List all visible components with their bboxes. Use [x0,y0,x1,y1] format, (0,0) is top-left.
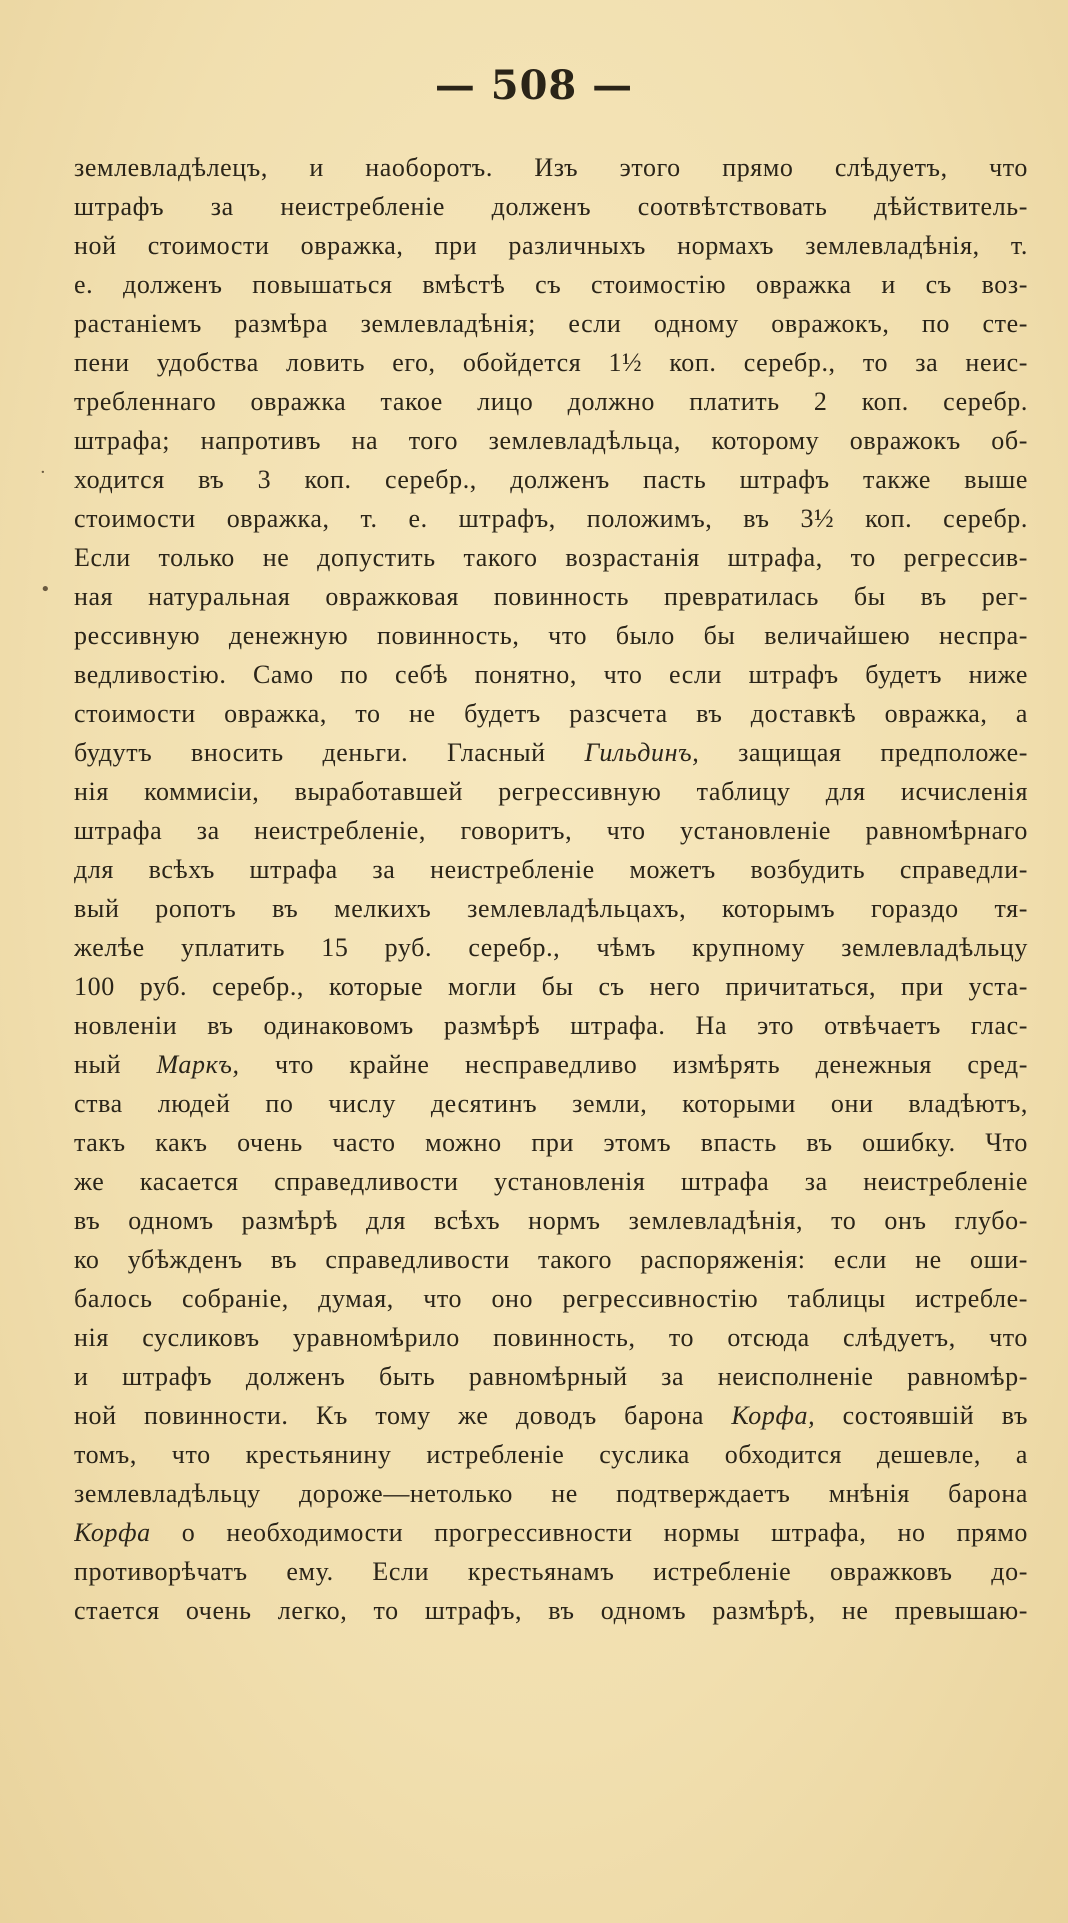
text-run: и штрафъ долженъ быть равномѣрный за неисполненіе равномѣр- [74,1362,1028,1391]
text-run: желѣе уплатить 15 руб. серебр., чѣмъ крупному землевладѣльцу [74,933,1028,962]
text-run: растаніемъ размѣра землевладѣнія; если одному овражокъ, по сте- [74,309,1028,338]
text-line [74,460,1028,499]
text-line [74,265,1028,304]
text-line [74,1201,1028,1240]
text-run: пени удобства ловить его, обойдется 1½ коп. серебр., то за неис- [74,348,1028,377]
text-run: противорѣчатъ ему. Если крестьянамъ истребленіе овражковъ до- [74,1557,1028,1586]
text-run: ства людей по числу десятинъ земли, которыми они владѣютъ, [74,1089,1028,1118]
text-line [74,850,1028,889]
person-name: Маркъ, [156,1050,240,1079]
text-run: ный [74,1050,157,1079]
text-run: ная натуральная овражковая повинность превратилась бы въ рег- [74,582,1028,611]
text-run: штрафа за неистребленіе, говоритъ, что установленіе равномѣрнаго [74,816,1028,845]
text-line [74,226,1028,265]
text-run: е. долженъ повышаться вмѣстѣ съ стоимостію овражка и съ воз- [74,270,1028,299]
text-run: о необходимости прогрессивности нормы штрафа, но прямо [150,1518,1028,1547]
text-line [74,1240,1028,1279]
text-run: ко убѣжденъ въ справедливости такого распоряженія: если не оши- [74,1245,1028,1274]
text-line [74,1318,1028,1357]
text-line [74,1162,1028,1201]
text-line [74,967,1028,1006]
text-line [74,1474,1028,1513]
text-line [74,772,1028,811]
text-line [74,187,1028,226]
text-run: 100 руб. серебр., которые могли бы съ него причитаться, при уста- [74,972,1028,1001]
text-run: въ одномъ размѣрѣ для всѣхъ нормъ землевладѣнія, то онъ глубо- [74,1206,1028,1235]
margin-mark: · [40,462,46,483]
text-line [74,733,1028,772]
text-run: землевладѣлецъ, и наоборотъ. Изъ этого прямо слѣдуетъ, что [74,153,1028,182]
text-run: ной стоимости овражка, при различныхъ нормахъ землевладѣнія, т. [74,231,1028,260]
text-run: стоимости овражка, то не будетъ разсчета въ доставкѣ овражка, а [74,699,1028,728]
text-line [74,304,1028,343]
text-run: ходится въ 3 коп. серебр., долженъ пасть штрафъ также выше [74,465,1028,494]
text-run: защищая предположе- [699,738,1028,767]
text-run: балось собраніе, думая, что оно регрессивностію таблицы истребле- [74,1284,1028,1313]
body-text [74,148,1028,1630]
text-line [74,577,1028,616]
text-line [74,811,1028,850]
text-line [74,1045,1028,1084]
text-run: Если только не допустить такого возрастанія штрафа, то регрессив- [74,543,1028,572]
text-line [74,616,1028,655]
text-line [74,1552,1028,1591]
text-run: нія сусликовъ уравномѣрило повинность, то отсюда слѣдуетъ, что [74,1323,1028,1352]
text-run: такъ какъ очень часто можно при этомъ впасть въ ошибку. Что [74,1128,1028,1157]
text-line [74,148,1028,187]
text-run: вый ропотъ въ мелкихъ землевладѣльцахъ, которымъ гораздо тя- [74,894,1028,923]
text-line [74,1591,1028,1630]
text-line [74,694,1028,733]
text-run: ведливостію. Само по себѣ понятно, что если штрафъ будетъ ниже [74,660,1028,689]
text-line [74,1084,1028,1123]
text-line [74,1435,1028,1474]
text-line [74,421,1028,460]
text-line [74,928,1028,967]
text-line [74,1279,1028,1318]
text-run: землевладѣльцу дороже—нетолько не подтверждаетъ мнѣнія барона [74,1479,1028,1508]
text-line [74,1357,1028,1396]
person-name: Гильдинъ, [584,738,700,767]
text-run: что крайне несправедливо измѣрять денежныя сред- [239,1050,1028,1079]
page-number: — 508 — [434,62,634,109]
text-run: стоимости овражка, т. е. штрафъ, положимъ, въ 3½ коп. серебр. [74,504,1028,533]
text-run: штрафа; напротивъ на того землевладѣльца, которому овражокъ об- [74,426,1028,455]
text-run: стается очень легко, то штрафъ, въ одномъ размѣрѣ, не превышаю- [74,1596,1028,1625]
text-line [74,1396,1028,1435]
text-run: томъ, что крестьянину истребленіе суслика обходится дешевле, а [74,1440,1028,1469]
text-line [74,655,1028,694]
text-run: рессивную денежную повинность, что было бы величайшею неспра- [74,621,1028,650]
text-run: состоявшій въ [815,1401,1028,1430]
text-run: для всѣхъ штрафа за неистребленіе можетъ возбудить справедли- [74,855,1028,884]
text-run: будутъ вносить деньги. Гласный [74,738,585,767]
text-run: новленіи въ одинаковомъ размѣрѣ штрафа. На это отвѣчаетъ глас- [74,1011,1028,1040]
person-name: Корфа [74,1518,151,1547]
text-line [74,538,1028,577]
text-line [74,889,1028,928]
text-run: ной повинности. Къ тому же доводъ барона [74,1401,732,1430]
text-line [74,1513,1028,1552]
margin-mark: • [40,579,51,600]
text-run: же касается справедливости установленія штрафа за неистребленіе [74,1167,1028,1196]
text-line [74,343,1028,382]
person-name: Корфа, [731,1401,816,1430]
text-run: штрафъ за неистребленіе долженъ соотвѣтствовать дѣйствитель- [74,192,1028,221]
text-line [74,1006,1028,1045]
text-run: требленнаго овражка такое лицо должно платить 2 коп. серебр. [74,387,1028,416]
text-line [74,382,1028,421]
text-run: нія коммисіи, выработавшей регрессивную таблицу для исчисленія [74,777,1028,806]
text-line [74,1123,1028,1162]
text-line [74,499,1028,538]
